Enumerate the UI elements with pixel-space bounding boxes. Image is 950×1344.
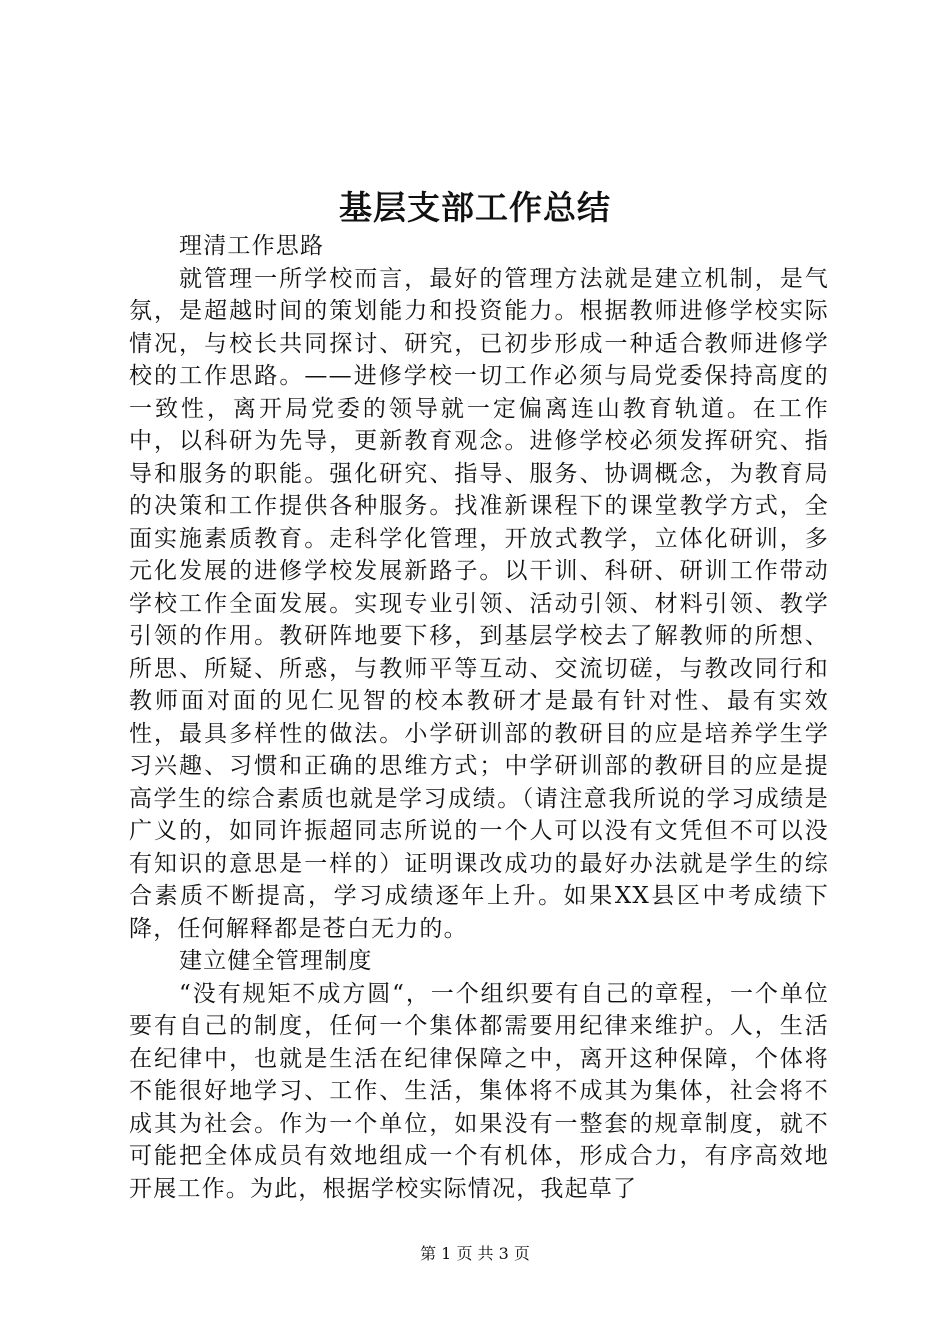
section-paragraph-work-ideas: 就管理一所学校而言，最好的管理方法就是建立机制，是气氛，是超越时间的策划能力和投资能力。根据教师进修学校实际情况，与校长共同探讨、研究，已初步形成一种适合教师进修学校的工作思路。——进修学校一切工作必须与局党委保持高度的一致性，离开局党委的领导就一定偏离连山教育轨道。在工作中，以科研为先导，更新教育观念。进修学校必须发挥研究、指导和服务的职能。强化研究、指导、服务、协调概念，为教育局的决策和工作提供各种服务。找准新课程下的课堂教学方式，全面实施素质教育。走科学化管理，开放式教学，立体化研训，多元化发展的进修学校发展新路子。以干训、科研、研训工作带动学校工作全面发展。实现专业引领、活动引领、材料引领、教学引领的作用。教研阵地要下移，到基层学校去了解教师的所想、所思、所疑、所惑，与教师平等互动、交流切磋，与教改同行和教师面对面的见仁见智的校本教研才是最有针对性、最有实效性，最具多样性的做法。小学研训部的教研目的应是培养学生学习兴趣、习惯和正确的思维方式；中学研训部的教研目的应是提高学生的综合素质也就是学习成绩。（请注意我所说的学习成绩是广义的，如同许振超同志所说的一个人可以没有文凭但不可以没有知识的意思是一样的）证明课改成功的最好办法就是学生的综合素质不断提高，学习成绩逐年上升。如果XX县区中考成绩下降，任何解释都是苍白无力的。 bbox=[129, 265, 829, 942]
section-paragraph-management-system: “没有规矩不成方圆“，一个组织要有自己的章程，一个单位要有自己的制度，任何一个集体都需要用纪律来维护。人，生活在纪律中，也就是生活在纪律保障之中，离开这种保障，个体将不能很好地学习、工作、生活，集体将不成其为集体，社会将不成其为社会。作为一个单位，如果没有一整套的规章制度，就不可能把全体成员有效地组成一个有机体，形成合力，有序高效地开展工作。为此，根据学校实际情况，我起草了 bbox=[129, 980, 829, 1202]
section-heading-management-system: 建立健全管理制度 bbox=[179, 948, 373, 974]
document-body bbox=[129, 230, 829, 1205]
page-footer: 第 1 页 共 3 页 bbox=[420, 1244, 530, 1263]
document-title: 基层支部工作总结 bbox=[339, 188, 611, 227]
section-heading-work-ideas: 理清工作思路 bbox=[179, 233, 325, 259]
